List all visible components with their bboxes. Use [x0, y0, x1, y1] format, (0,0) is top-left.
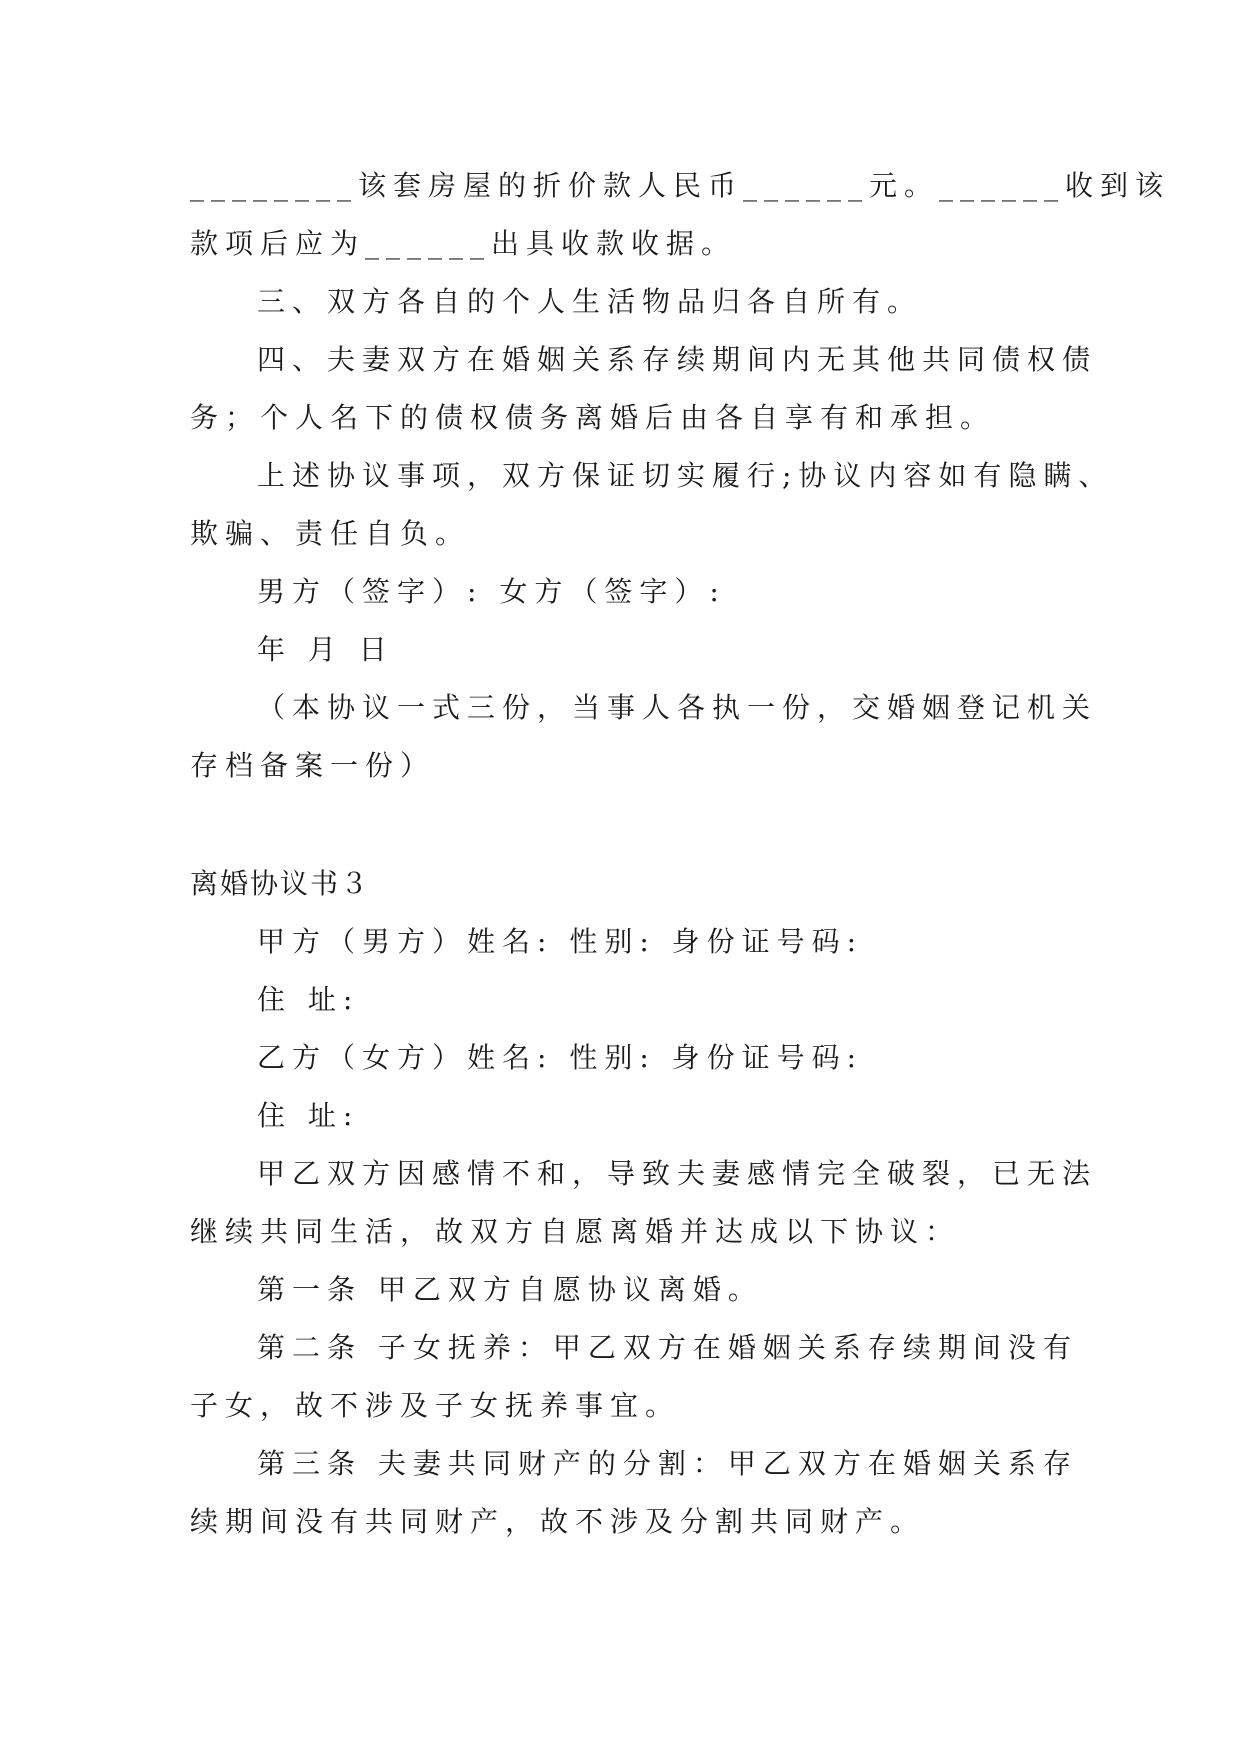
- address-line: 住 址:: [257, 1099, 360, 1132]
- text-line: 三、双方各自的个人生活物品归各自所有。: [257, 285, 923, 318]
- address-line: 住 址:: [257, 983, 360, 1016]
- signature-line: 男方（签字）: 女方（签字）:: [257, 575, 726, 608]
- article-line: 第二条 子女抚养：甲乙双方在婚姻关系存续期间没有: [257, 1331, 1078, 1364]
- article-line: 第一条 甲乙双方自愿协议离婚。: [257, 1273, 763, 1306]
- text-line: 继续共同生活，故双方自愿离婚并达成以下协议：: [190, 1215, 961, 1248]
- text-line: 续期间没有共同财产，故不涉及分割共同财产。: [190, 1505, 926, 1538]
- text-line: 务；个人名下的债权债务离婚后由各自享有和承担。: [190, 401, 996, 434]
- section-title: 离婚协议书３: [190, 867, 371, 900]
- text-line: 款项后应为______出具收款收据。: [190, 227, 737, 260]
- text-line: 甲乙双方因感情不和，导致夫妻感情完全破裂，已无法: [257, 1157, 1098, 1190]
- text-line: 欺骗、责任自负。: [190, 517, 471, 550]
- article-line: 第三条 夫妻共同财产的分割：甲乙双方在婚姻关系存: [257, 1447, 1078, 1480]
- date-line: 年 月 日: [257, 633, 394, 666]
- text-line: ________该套房屋的折价款人民币______元。______收到该: [190, 169, 1171, 202]
- text-line: 存档备案一份）: [190, 749, 436, 782]
- text-line: 上述协议事项，双方保证切实履行;协议内容如有隐瞒、: [257, 459, 1114, 492]
- text-line: 子女，故不涉及子女抚养事宜。: [190, 1389, 681, 1422]
- text-line: （本协议一式三份，当事人各执一份，交婚姻登记机关: [257, 691, 1098, 724]
- party-a-line: 甲方（男方）姓名: 性别: 身份证号码:: [257, 925, 864, 958]
- text-line: 四、夫妻双方在婚姻关系存续期间内无其他共同债权债: [257, 343, 1098, 376]
- party-b-line: 乙方（女方）姓名: 性别: 身份证号码:: [257, 1041, 864, 1074]
